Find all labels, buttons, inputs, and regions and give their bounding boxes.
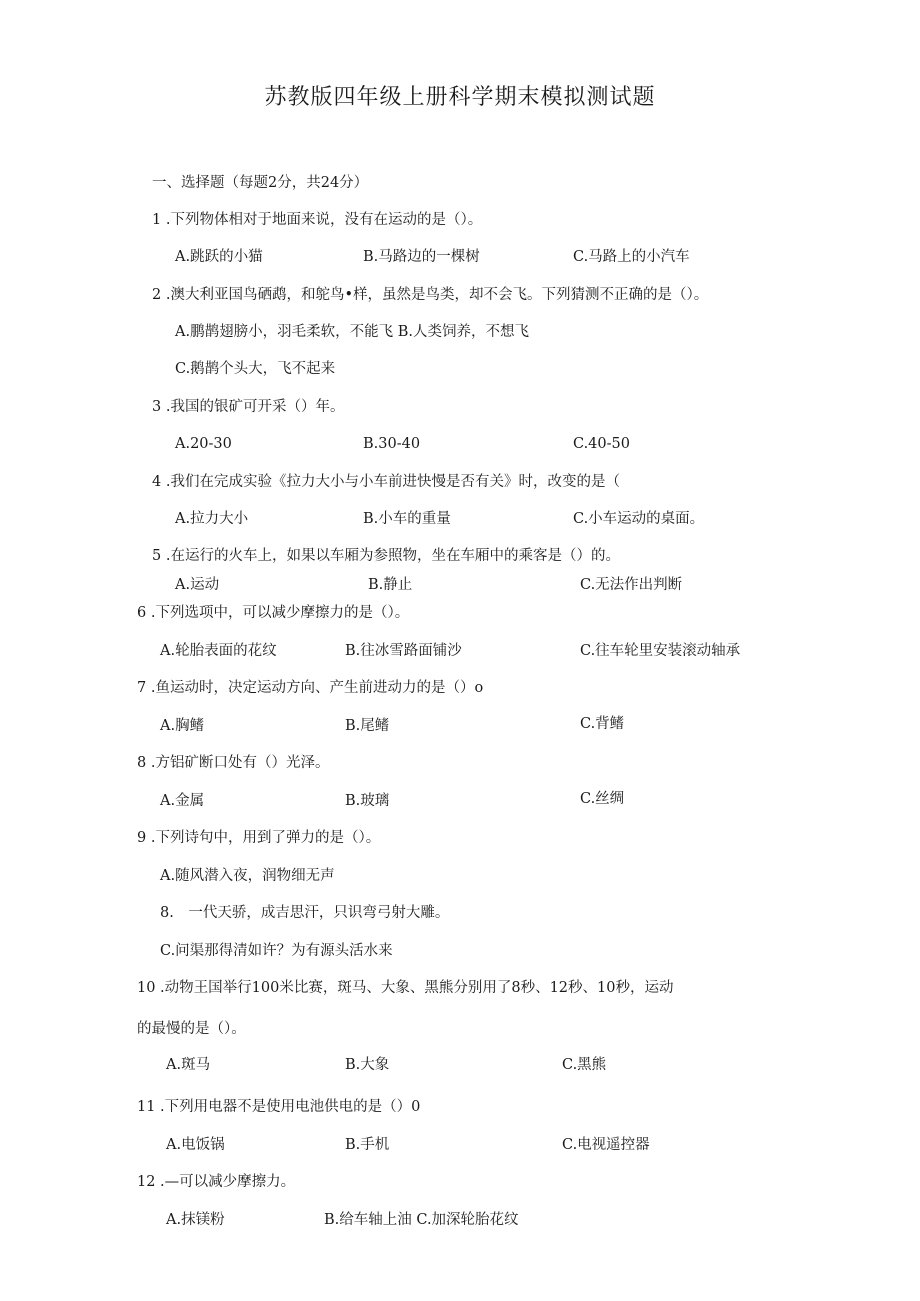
option-8a: A.金属 xyxy=(160,793,205,809)
option-2c: C.鹅鹊个头大，飞不起来 xyxy=(175,361,336,377)
question-3: 3 .我国的银矿可开采（）年。 xyxy=(152,399,345,415)
option-8c: C.丝绸 xyxy=(580,791,625,807)
option-4c: C.小车运动的桌面。 xyxy=(573,511,705,527)
option-11a: A.电饭锅 xyxy=(166,1137,225,1153)
question-2: 2 .澳大利亚国鸟硒鹉，和鸵鸟•样，虽然是鸟类，却不会飞。下列猜测不正确的是（）。 xyxy=(152,287,709,303)
option-7c: C.背鳍 xyxy=(580,716,625,732)
question-10: 10 .动物王国举行100米比赛，斑马、大象、黑熊分别用了8秒、12秒、10秒，运动 xyxy=(137,980,674,996)
option-5c: C.无法作出判断 xyxy=(580,577,683,593)
option-6b: B.往冰雪路面铺沙 xyxy=(345,643,462,659)
option-9c: C.问渠那得清如许？为有源头活水来 xyxy=(160,943,393,959)
option-3c: C.40-50 xyxy=(573,436,630,452)
option-11b: B.手机 xyxy=(345,1137,390,1153)
option-11c: C.电视遥控器 xyxy=(562,1137,650,1153)
option-4a: A.拉力大小 xyxy=(175,511,249,527)
option-3b: B.30-40 xyxy=(363,436,421,452)
question-4: 4 .我们在完成实验《拉力大小与小车前进快慢是否有关》时，改变的是（ xyxy=(152,474,620,490)
option-1c: C.马路上的小汽车 xyxy=(573,249,690,265)
option-9b: 8. 一代天骄，成吉思汗，只识弯弓射大雕。 xyxy=(160,905,450,921)
page-title: 苏教版四年级上册科学期末模拟测试题 xyxy=(264,85,656,110)
question-10-cont: 的最慢的是（）。 xyxy=(137,1021,246,1037)
option-9a: A.随风潜入夜，润物细无声 xyxy=(160,868,335,884)
question-9: 9 .下列诗句中，用到了弹力的是（）。 xyxy=(137,830,381,846)
question-1: 1 .下列物体相对于地面来说，没有在运动的是（）。 xyxy=(152,212,483,228)
question-12: 12 .—可以减少摩擦力。 xyxy=(137,1174,296,1190)
section-heading: 一、选择题（每题2分，共24分） xyxy=(152,175,369,191)
option-7b: B.尾鳍 xyxy=(345,718,390,734)
question-7: 7 .鱼运动时，决定运动方向、产生前进动力的是（）o xyxy=(137,680,484,696)
option-10a: A.斑马 xyxy=(166,1057,211,1073)
option-12bc: B.给车轴上油 C.加深轮胎花纹 xyxy=(324,1212,519,1228)
option-2ab: A.鹏鹊翅膀小，羽毛柔软，不能飞 B.人类饲养，不想飞 xyxy=(175,324,529,340)
option-1b: B.马路边的一棵树 xyxy=(363,249,480,265)
option-6a: A.轮胎表面的花纹 xyxy=(160,643,277,659)
option-6c: C.往车轮里安装滚动轴承 xyxy=(580,643,741,659)
option-10c: C.黑熊 xyxy=(562,1057,607,1073)
option-4b: B.小车的重量 xyxy=(363,511,451,527)
option-7a: A.胸鳍 xyxy=(160,718,205,734)
option-5a: A.运动 xyxy=(175,577,220,593)
question-6: 6 .下列选项中，可以减少摩擦力的是（）。 xyxy=(137,605,410,621)
question-5: 5 .在运行的火车上，如果以车厢为参照物，坐在车厢中的乘客是（）的。 xyxy=(152,548,620,564)
option-8b: B.玻璃 xyxy=(345,793,390,809)
option-10b: B.大象 xyxy=(345,1057,390,1073)
option-1a: A.跳跃的小猫 xyxy=(175,249,263,265)
question-11: 11 .下列用电器不是使用电池供电的是（）0 xyxy=(137,1099,421,1115)
question-8: 8 .方铝矿断口处有（）光泽。 xyxy=(137,755,330,771)
option-3a: A.20-30 xyxy=(175,436,232,452)
option-5b: B.静止 xyxy=(368,577,413,593)
option-12a: A.抹镁粉 xyxy=(166,1212,225,1228)
